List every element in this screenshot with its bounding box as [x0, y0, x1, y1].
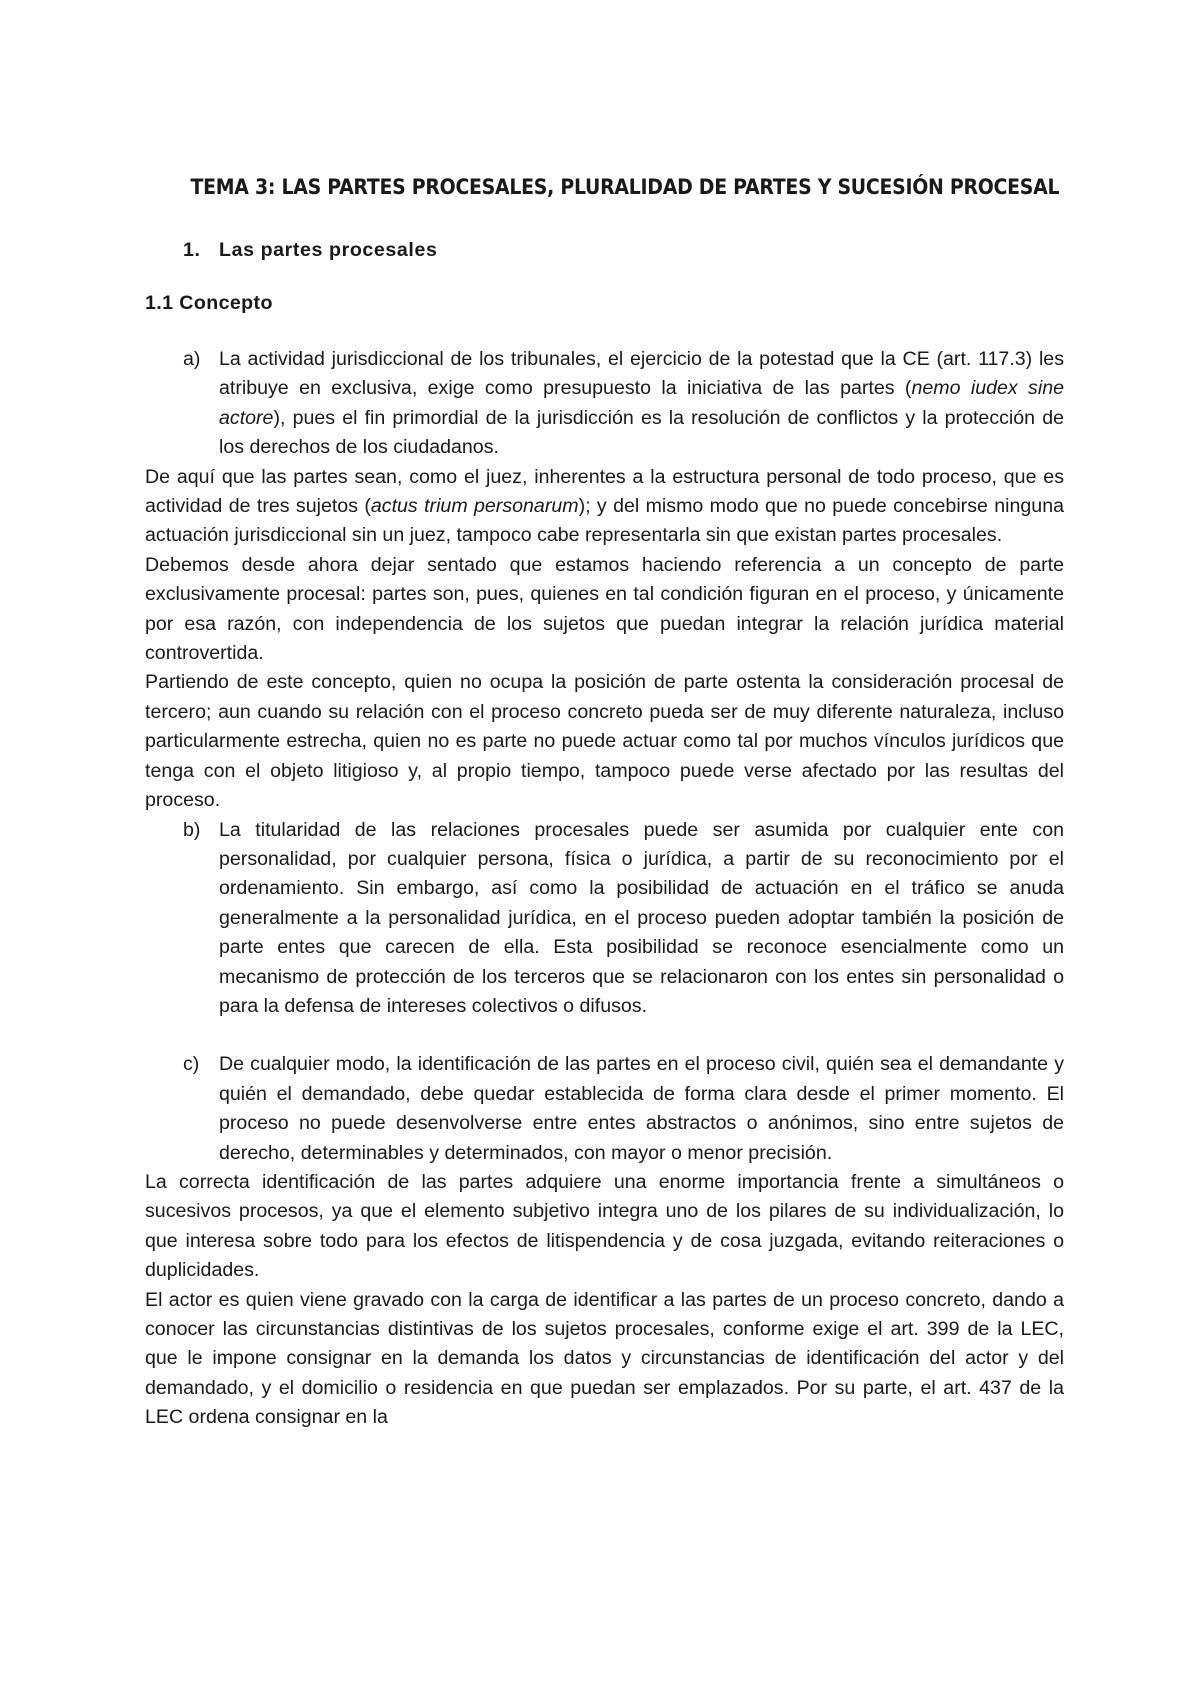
- list-text-c: De cualquier modo, la identificación de las partes en el proceso civil, quién sea el demandante y quién el demandado, debe quedar establecida de forma clara desde el primer momento. El proceso no puede desenvolverse entre entes abstractos o anónimos, sino entre sujetos de derecho, determinables y determinados, con mayor o menor precisión.: [219, 1053, 1064, 1164]
- paragraph-1: [145, 463, 1064, 551]
- list-item-a: [145, 345, 1064, 463]
- latin-phrase-actus-trium: actus trium personarum: [370, 495, 579, 518]
- latin-phrase-nemo-iudex: nemo iudex sine actore: [219, 377, 1064, 429]
- paragraph-4: La correcta identificación de las partes adquiere una enorme importancia frente a simultáneos o sucesivos procesos, ya que el elemento subjetivo integra uno de los pilares de su individualización, lo que interesa sobre todo para los efectos de litispendencia y de cosa juzgada, evitando reiteraciones o duplicidades.: [145, 1170, 1064, 1282]
- section-number: 1.: [183, 239, 201, 261]
- list-item-b: [145, 816, 1064, 1022]
- paragraph-3: Partiendo de este concepto, quien no ocupa la posición de parte ostenta la consideración procesal de tercero; aun cuando su relación con el proceso concreto pueda ser de muy diferente naturaleza, incluso particularmente estrecha, quien no es parte no puede actuar como tal por muchos vínculos jurídicos que tenga con el objeto litigioso y, al propio tiempo, tampoco puede verse afectado por las resultas del proceso.: [145, 671, 1064, 812]
- document-body: [145, 345, 1064, 1433]
- list-item-c: [145, 1050, 1064, 1168]
- list-text-a-part2: ), pues el fin primordial de la jurisdicción es la resolución de conflictos y la protección de los derechos de los ciudadanos.: [219, 406, 1064, 459]
- document-title: TEMA 3: LAS PARTES PROCESALES, PLURALIDAD DE PARTES Y SUCESIÓN PROCESAL: [190, 175, 1060, 199]
- subsection-heading: 1.1 Concepto: [145, 292, 273, 314]
- paragraph-1-part1: De aquí que las partes sean, como el juez, inherentes a la estructura personal de todo proceso, que es actividad de tres sujetos (: [145, 465, 1064, 518]
- list-marker-a: a): [183, 348, 201, 370]
- list-text-a: [219, 345, 1064, 463]
- paragraph-5: El actor es quien viene gravado con la carga de identificar a las partes de un proceso concreto, dando a conocer las circunstancias distintivas de los sujetos procesales, conforme exige el art. 399 de la LEC, que le impone consignar en la demanda los datos y circunstancias de identificación del actor y del demandado, y el domicilio o residencia en que puedan ser emplazados. Por su parte, el art. 437 de la LEC ordena consignar en la: [145, 1288, 1064, 1429]
- list-marker-b: b): [183, 818, 201, 841]
- paragraph-2: Debemos desde ahora dejar sentado que estamos haciendo referencia a un concepto de parte exclusivamente procesal: partes son, pues, quienes en tal condición figuran en el proceso, y únicamente por esa razón, con independencia de los sujetos que puedan integrar la relación jurídica material controvertida.: [145, 553, 1064, 665]
- section-label: Las partes procesales: [219, 239, 438, 261]
- paragraph-1-part2: ); y del mismo modo que no puede concebirse ninguna actuación jurisdiccional sin un juez, tampoco cabe representarla sin que existan partes procesales.: [145, 495, 1064, 547]
- section-heading: [183, 239, 437, 262]
- list-text-b: La titularidad de las relaciones procesales puede ser asumida por cualquier ente con personalidad, por cualquier persona, física o jurídica, a partir de su reconocimiento por el ordenamiento. Sin embargo, así como la posibilidad de actuación en el tráfico se anuda generalmente a la personalidad jurídica, en el proceso pueden adoptar también la posición de parte entes que carecen de ella. Esta posibilidad se reconoce esencialmente como un mecanismo de protección de los terceros que se relacionaron con los entes sin personalidad o para la defensa de intereses colectivos o difusos.: [219, 818, 1064, 1017]
- spacer: [145, 1021, 1064, 1050]
- list-marker-c: c): [183, 1053, 200, 1076]
- list-text-a-part1: La actividad jurisdiccional de los tribunales, el ejercicio de la potestad que la CE (art. 117.3) les atribuye en exclusiva, exige como presupuesto la iniciativa de las partes (: [219, 348, 1064, 400]
